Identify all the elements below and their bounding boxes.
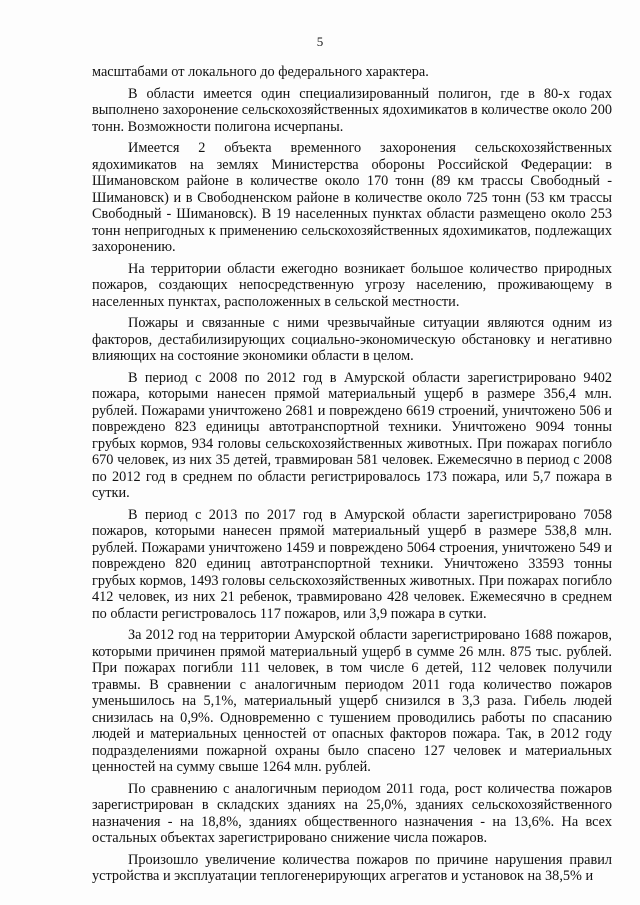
document-body: [92, 64, 612, 890]
paragraph-5: Пожары и связанные с ними чрезвычайные ситуации являются одним из факторов, дестабилизирующих социально-экономическую обстановку и негативно влияющих на состояние экономики области в целом.: [92, 315, 612, 364]
paragraph-7: В период с 2013 по 2017 год в Амурской области зарегистрировано 7058 пожаров, которыми нанесен прямой материальный ущерб в размере 538,8 млн. рублей. Пожарами уничтожено 1459 и повреждено 5064 строения, уничтожено 549 и повреждено 820 единиц автотранспортной техники. Уничтожено 33593 тонны грубых кормов, 1493 головы сельскохозяйственных животных. При пожарах погибло 412 человек, из них 21 ребенок, травмировано 428 человек. Ежемесячно в среднем по области регистровалось 117 пожаров, или 3,9 пожара в сутки.: [92, 506, 612, 622]
paragraph-4: На территории области ежегодно возникает большое количество природных пожаров, создающих непосредственную угрозу населению, проживающему в населенных пунктах, расположенных в сельской местности.: [92, 260, 612, 310]
paragraph-3: Имеется 2 объекта временного захоронения сельскохозяйственных ядохимикатов на землях Министерства обороны Российской Федерации: в Шимановском районе в количестве около 170 тонн (89 км трассы Свободный - Шимановск) и в Свободненском районе в количестве около 725 тонн (53 км трассы Свободный - Шимановск). В 19 населенных пунктах области размещено около 253 тонн непригодных к применению сельскохозяйственных ядохимикатов, подлежащих захоронению.: [92, 140, 612, 255]
paragraph-9: По сравнению с аналогичным периодом 2011 года, рост количества пожаров зарегистрирован в складских зданиях на 25,0%, зданиях сельскохозяйственного назначения - на 18,8%, зданиях общественного назначения - на 13,6%. На всех остальных объектах зарегистрировано снижение числа пожаров.: [92, 780, 612, 846]
paragraph-2: В области имеется один специализированный полигон, где в 80-х годах выполнено захоронение сельскохозяйственных ядохимикатов в количестве около 200 тонн. Возможности полигона исчерпаны.: [92, 85, 612, 135]
paragraph-1: масштабами от локального до федерального характера.: [92, 64, 429, 80]
page-number: 5: [316, 34, 324, 49]
paragraph-10: Произошло увеличение количества пожаров по причине нарушения правил устройства и эксплуатации теплогенерирующих агрегатов и установок на 38,5% и: [92, 851, 612, 884]
paragraph-8: За 2012 год на территории Амурской области зарегистрировано 1688 пожаров, которыми причинен прямой материальный ущерб в сумме 26 млн. 875 тыс. рублей. При пожарах погибли 111 человек, в том числе 6 детей, 112 человек получили травмы. В сравнении с аналогичным периодом 2011 года количество пожаров уменьшилось на 5,1%, материальный ущерб снизился в 3,3 раза. Гибель людей снизилась на 0,9%. Одновременно с тушением проводились работы по спасанию людей и материальных ценностей от опасных факторов пожара. Так, в 2012 году подразделениями пожарной охраны было спасено 127 человек и материальных ценностей на сумму свыше 1264 млн. рублей.: [92, 627, 612, 775]
paragraph-6: В период с 2008 по 2012 год в Амурской области зарегистрировано 9402 пожара, которыми нанесен прямой материальный ущерб в размере 356,4 млн. рублей. Пожарами уничтожено 2681 и повреждено 6619 строений, уничтожено 506 и повреждено 823 единицы автотранспортной техники. Уничтожено 9094 тонны грубых кормов, 934 головы сельскохозяйственных животных. При пожарах погибло 670 человек, из них 35 детей, травмирован 581 человек. Ежемесячно в период с 2008 по 2012 год в среднем по области регистрировалось 173 пожара, или 5,7 пожара в сутки.: [92, 369, 612, 501]
